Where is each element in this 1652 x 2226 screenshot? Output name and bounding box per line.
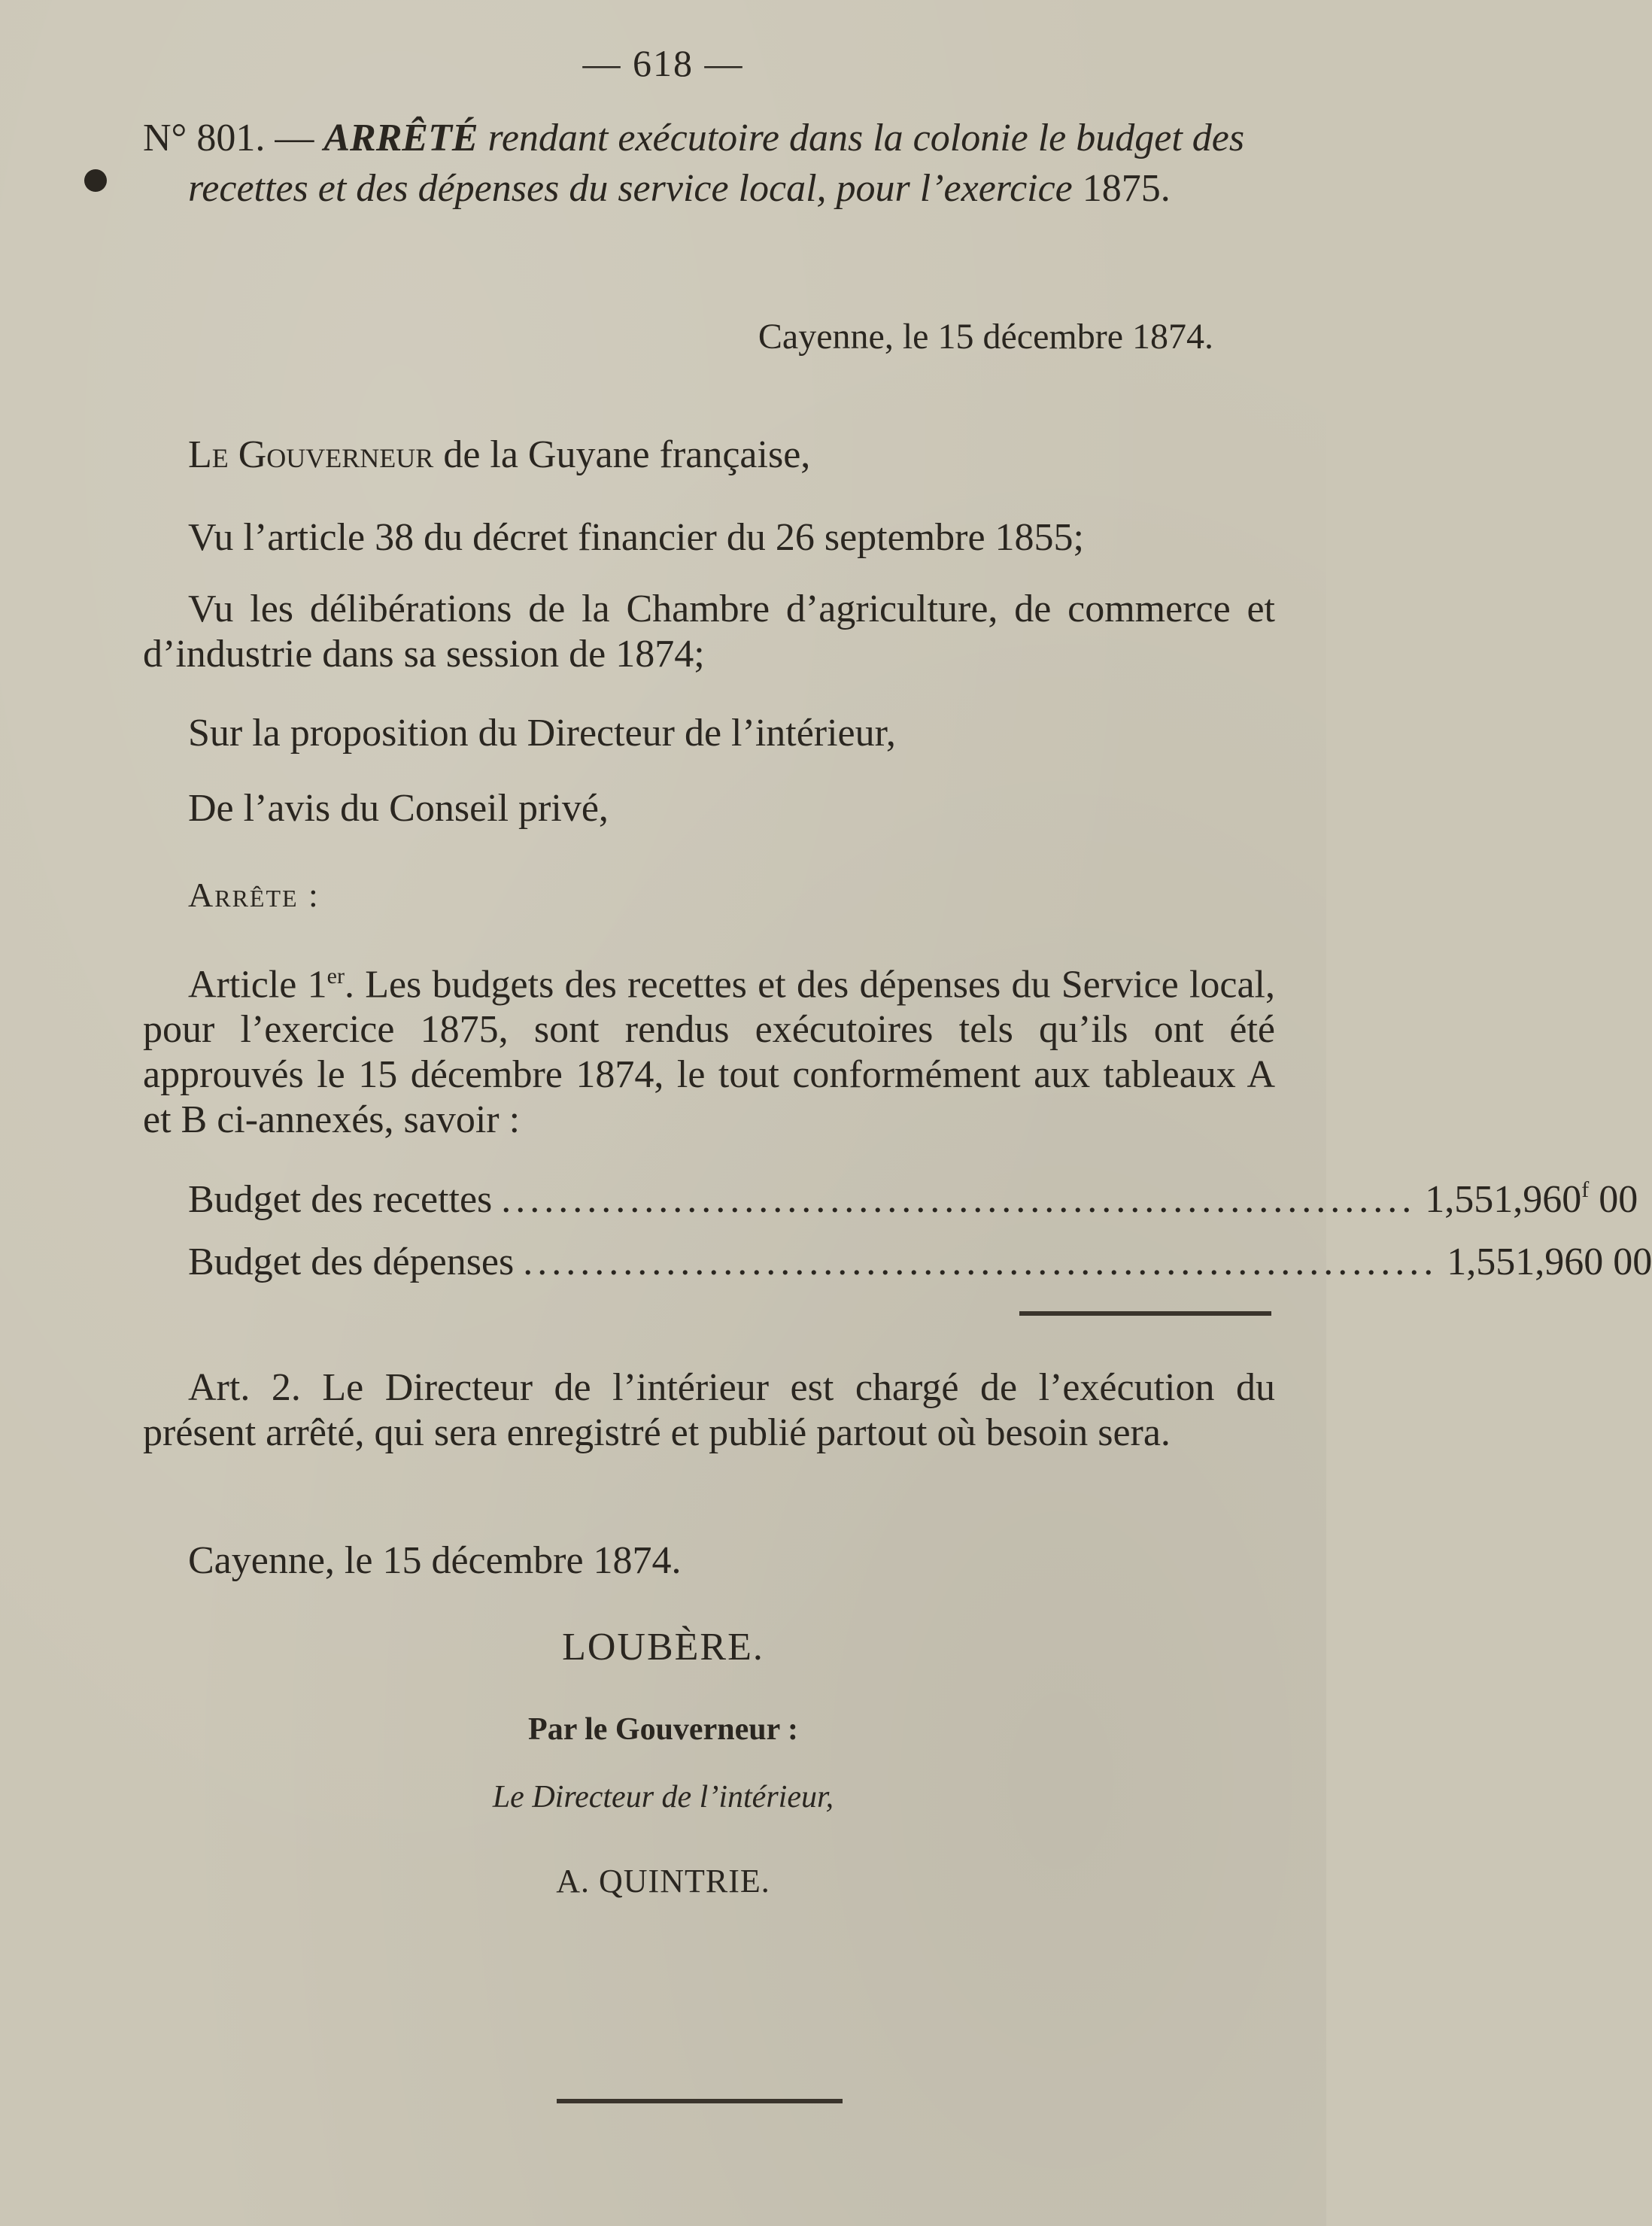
total-rule: [1019, 1311, 1271, 1316]
governor-title: Le Gouverneur: [188, 433, 434, 476]
governor-territory: de la Guyane française,: [443, 433, 811, 476]
budget-row-recettes: [188, 1177, 1638, 1222]
signature-signer: A. QUINTRIE.: [556, 1863, 770, 1900]
article-1-text: . Les budgets des recettes et des dépenses du Service local, pour l’exercice 1875, sont rendus exécutoires tels qu’ils ont été approuvés le 15 décembre 1874, le tout conformément aux tableaux A et B ci-annexés, savoir :: [143, 963, 1276, 1142]
article-2: Art. 2. Le Directeur de l’intérieur est chargé de l’exécution du présent arrêté, qui sera enregistré et publié partout où besoin sera.: [143, 1366, 1275, 1454]
consideration-1: Vu l’article 38 du décret financier du 26 septembre 1855;: [188, 516, 1084, 559]
budget-row-depenses: [188, 1240, 1652, 1284]
consideration-3: Sur la proposition du Directeur de l’intérieur,: [188, 712, 896, 755]
arrete-label: Arrête :: [188, 876, 320, 914]
article-1-lead: Article 1: [188, 963, 327, 1007]
budget-amount-cents: 00: [1613, 1241, 1652, 1283]
signature-name: LOUBÈRE.: [562, 1626, 764, 1669]
page-number: — 618 —: [582, 42, 744, 84]
budget-amount-main: 1,551,960: [1447, 1241, 1604, 1283]
governor-intro: [143, 433, 1275, 478]
leader-dots: ................................................................: [501, 1178, 1417, 1221]
budget-amount: [1425, 1177, 1638, 1222]
budget-amount: [1447, 1240, 1652, 1284]
act-year: 1875.: [1082, 167, 1171, 210]
signature-by: Par le Gouverneur :: [528, 1712, 798, 1747]
consideration-4: De l’avis du Conseil privé,: [188, 787, 609, 830]
budget-amount-main: 1,551,960: [1425, 1178, 1582, 1221]
budget-amount-unit: f: [1581, 1177, 1590, 1202]
act-heading: [143, 113, 1320, 214]
signature-office: Le Directeur de l’intérieur,: [492, 1780, 834, 1815]
ink-spot: [84, 169, 107, 192]
closing-rule: [557, 2099, 843, 2103]
act-type: ARRÊTÉ: [323, 117, 478, 159]
article-1: [143, 954, 1275, 1143]
budget-label: Budget des dépenses: [188, 1241, 515, 1283]
consideration-2: Vu les délibérations de la Chambre d’agriculture, de commerce et d’industrie dans sa session de 1874;: [143, 588, 1275, 676]
act-number: N° 801. —: [143, 117, 314, 159]
leader-dots: ................................................................: [523, 1241, 1438, 1283]
dateline: Cayenne, le 15 décembre 1874.: [758, 317, 1213, 357]
article-1-sup: er: [326, 964, 345, 988]
budget-label: Budget des recettes: [188, 1178, 493, 1221]
budget-amount-cents: 00: [1599, 1178, 1638, 1221]
closing-date: Cayenne, le 15 décembre 1874.: [188, 1539, 682, 1582]
act-title: rendant exécutoire dans la colonie le budget des recettes et des dépenses du service local, pour l’exercice: [188, 117, 1245, 210]
